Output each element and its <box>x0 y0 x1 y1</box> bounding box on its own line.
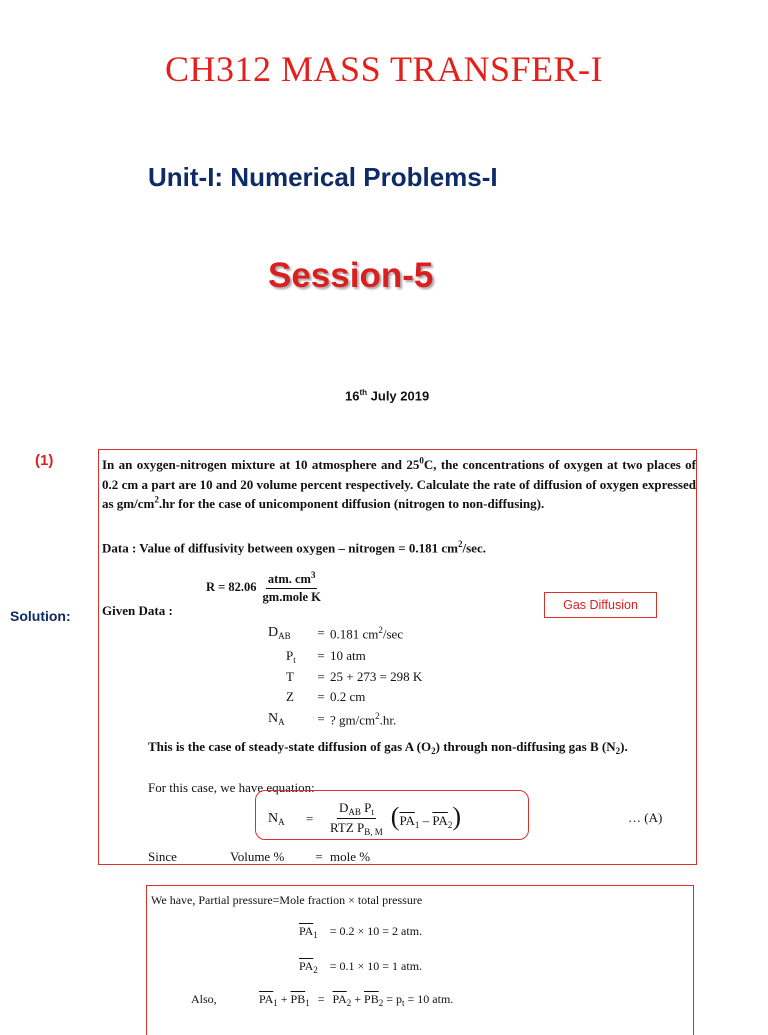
given-row-equals: = <box>317 711 325 726</box>
also-pb1: $\overline{PB}$ <box>290 992 306 1006</box>
problem-statement <box>102 455 696 514</box>
given-row-value-sup: 2 <box>378 625 383 635</box>
given-row-symbol-text: N <box>268 711 279 726</box>
eq-lhs <box>268 811 306 827</box>
case-sub-b: 2 <box>615 746 621 756</box>
eq-minus: – <box>419 813 433 828</box>
also-plus-1: + <box>277 992 291 1006</box>
eq-num-d-sub: AB <box>348 807 361 817</box>
pa1-value: = 0.2 × 10 = 2 atm. <box>329 924 423 938</box>
gas-constant-num-sup: 3 <box>310 570 316 580</box>
date-suffix: th <box>359 388 368 397</box>
pa1-symbol: $\overline{PA}$ <box>299 924 314 938</box>
given-row-pt <box>268 648 366 665</box>
eq-pa2-sub: 2 <box>447 820 453 830</box>
given-row-value: 0.2 cm <box>330 689 366 704</box>
pa2-sub: 2 <box>313 965 318 975</box>
eq-parenthesis-group <box>390 802 461 831</box>
pa2-line <box>299 959 422 975</box>
also-line <box>259 992 453 1008</box>
also-pb2: $\overline{PB}$ <box>364 992 379 1006</box>
eq-den-text: RTZ P <box>330 820 365 835</box>
given-row-dab <box>268 625 403 642</box>
eq-lhs-text: N <box>268 810 279 826</box>
data-line-sup: 2 <box>458 539 463 549</box>
eq-fraction <box>328 800 385 837</box>
given-row-value-after: .hr. <box>379 712 397 728</box>
given-row-equals: = <box>317 669 325 684</box>
also-pb2-sub: 2 <box>378 998 384 1008</box>
also-pa2-sub: 2 <box>346 998 352 1008</box>
also-pa1: $\overline{PA}$ <box>259 992 274 1006</box>
problem-text-a: In an oxygen-nitrogen mixture at 10 atmosphere and 25 <box>102 457 420 472</box>
unit-heading: Unit-I: Numerical Problems-I <box>148 162 498 192</box>
problem-text-c: .hr for the case of unicomponent diffusion (nitrogen to non-diffusing). <box>158 496 545 511</box>
eq-sign: = <box>306 810 314 826</box>
flux-equation <box>268 800 461 837</box>
given-row-value <box>330 711 396 728</box>
eq-pa1: $\overline{PA}$ <box>399 813 415 828</box>
eq-numerator <box>337 800 376 819</box>
date-day: 16 <box>345 388 360 404</box>
also-pa2: $\overline{PA}$ <box>332 992 347 1006</box>
since-word: Since <box>148 849 177 864</box>
given-row-symbol-text: D <box>268 625 279 640</box>
given-row-value-text: 0.181 cm <box>330 626 379 642</box>
partial-pressure-line: We have, Partial pressure=Mole fraction × total pressure <box>151 893 423 907</box>
also-pb1-sub: 1 <box>305 998 310 1008</box>
case-statement <box>148 737 696 761</box>
problem-number: (1) <box>35 452 54 469</box>
also-pa1-sub: 1 <box>273 998 278 1008</box>
solution-label: Solution: <box>10 608 71 624</box>
since-rhs: mole % <box>330 849 371 864</box>
given-data-label: Given Data : <box>102 603 173 618</box>
gas-constant-numerator <box>266 570 318 589</box>
session-heading: Session-5 <box>268 256 434 295</box>
gas-constant-fraction <box>261 570 323 605</box>
data-line <box>102 539 486 556</box>
problem-text-b-sup: 2 <box>154 494 159 505</box>
since-equals: = <box>315 849 323 864</box>
for-case-line: For this case, we have equation: <box>148 780 315 795</box>
eq-pa2: $\overline{PA}$ <box>432 813 448 828</box>
given-row-symbol <box>268 625 312 642</box>
also-pt-sub: t <box>402 998 405 1008</box>
since-lhs: Volume % <box>230 849 285 864</box>
given-row-na <box>268 711 396 728</box>
given-row-symbol-sub: A <box>278 717 285 727</box>
given-row-symbol: T <box>286 669 294 684</box>
given-row-z <box>268 689 365 705</box>
date-line <box>345 388 429 403</box>
given-row-symbol <box>268 648 312 665</box>
given-row-equals: = <box>317 648 325 663</box>
given-row-symbol <box>268 711 312 728</box>
given-row-value: 25 + 273 = 298 K <box>330 669 423 684</box>
pa2-symbol: $\overline{PA}$ <box>299 959 314 973</box>
data-line-text: Data : Value of diffusivity between oxygen – nitrogen = 0.181 cm <box>102 540 458 556</box>
problem-text-a-sup: 0 <box>419 455 424 466</box>
given-row-t <box>268 669 422 685</box>
case-text-b: ) through non-diffusing gas B (N <box>435 739 616 754</box>
gas-constant-denominator: gm.mole K <box>262 590 321 605</box>
case-sub-a: 2 <box>431 746 436 756</box>
eq-num-d: D <box>338 800 349 815</box>
partial-pressure-box <box>146 885 694 1035</box>
eq-close-paren: ) <box>452 802 461 831</box>
also-word: Also, <box>191 992 217 1006</box>
eq-denominator <box>328 819 385 837</box>
given-row-value <box>330 625 403 642</box>
case-text-c: ). <box>620 739 628 754</box>
eq-pa1-sub: 1 <box>414 820 420 830</box>
given-row-symbol-sub: t <box>293 655 296 665</box>
given-row-symbol-text: P <box>286 648 294 663</box>
gas-diffusion-tag: Gas Diffusion <box>544 592 657 618</box>
equation-label: … (A) <box>628 810 663 825</box>
pa1-sub: 1 <box>313 930 318 940</box>
gas-constant-label: R = 82.06 <box>206 580 257 595</box>
also-plus-2: + <box>351 992 365 1006</box>
document-title: CH312 MASS TRANSFER-I <box>165 49 603 89</box>
gas-constant <box>206 570 323 605</box>
given-row-value-after: /sec <box>382 626 404 642</box>
also-equals: = <box>317 992 325 1006</box>
eq-num-p-sub: t <box>371 807 374 817</box>
data-line-end: /sec. <box>462 540 486 556</box>
since-line <box>148 849 370 865</box>
eq-open-paren: ( <box>390 802 400 831</box>
given-row-equals: = <box>317 625 325 640</box>
also-pt: = p <box>383 992 402 1006</box>
problem-text-b: C, the concentrations of oxygen at two places of 0.2 cm a part are 10 and 20 volume percent respectively. Calculate the rate of diffusion of oxygen expressed as gm/cm <box>102 457 696 511</box>
case-text-a: This is the case of steady-state diffusion of gas A (O <box>148 739 432 754</box>
pa2-value: = 0.1 × 10 = 1 atm. <box>329 959 423 973</box>
given-row-symbol: Z <box>286 689 294 704</box>
eq-den-sub: B, M <box>364 827 383 837</box>
given-row-equals: = <box>317 689 325 704</box>
gas-constant-num-text: atm. cm <box>267 572 311 587</box>
given-row-value: 10 atm <box>330 648 366 663</box>
also-end: = 10 atm. <box>404 992 454 1006</box>
pa1-line <box>299 924 422 940</box>
given-row-symbol-sub: AB <box>278 631 291 641</box>
eq-num-p: P <box>360 800 372 815</box>
date-rest: July 2019 <box>367 388 430 404</box>
given-row-value-sup: 2 <box>375 711 380 721</box>
eq-lhs-sub: A <box>278 816 285 827</box>
given-row-value-text: ? gm/cm <box>330 712 376 728</box>
